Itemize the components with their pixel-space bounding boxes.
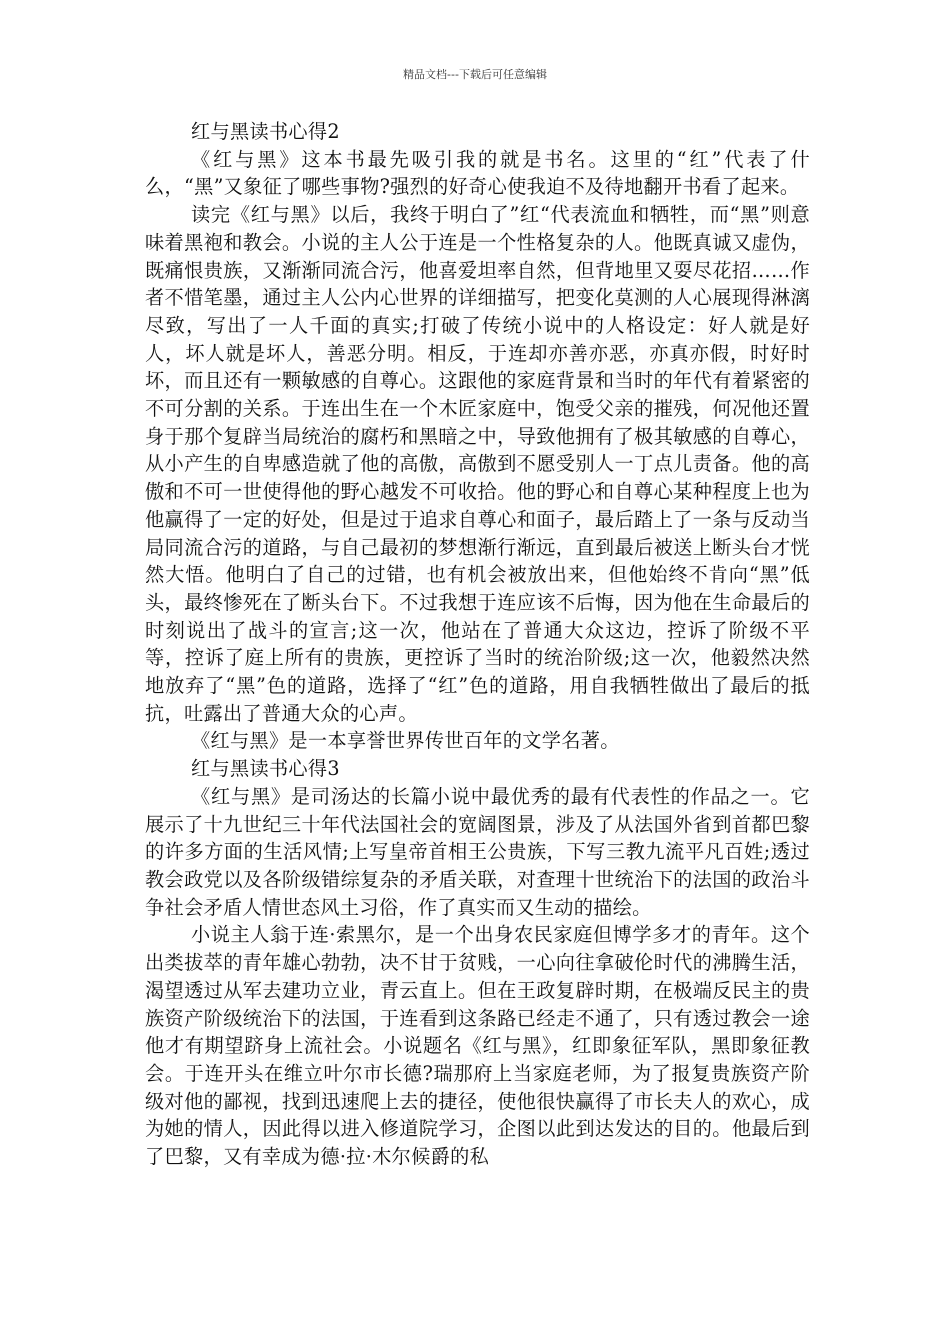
- paragraph: 《红与黑》这本书最先吸引我的就是书名。这里的“红”代表了什么，“黑”又象征了哪些事物?强烈的好奇心使我迫不及待地翻开书看了起来。: [145, 147, 810, 199]
- page-header: 精品文档---下载后可任意编辑: [403, 68, 547, 81]
- section-heading-2: 红与黑读书心得2: [191, 120, 340, 143]
- paragraph: 《红与黑》是司汤达的长篇小说中最优秀的最有代表性的作品之一。它展示了十九世纪三十年代法国社会的宽阔图景，涉及了从法国外省到首都巴黎的许多方面的生活风情;上写皇帝首相王公贵族，下写三教九流平凡百姓;透过教会政党以及各阶级错综复杂的矛盾关联，对查理十世统治下的法国的政治斗争社会矛盾人情世态风土习俗，作了真实而又生动的描绘。: [145, 784, 810, 919]
- paragraph: 读完《红与黑》以后，我终于明白了”红“代表流血和牺牲，而“黑”则意味着黑袍和教会。小说的主人公于连是一个性格复杂的人。他既真诚又虚伪，既痛恨贵族，又渐渐同流合污，他喜爱坦率自然，但背地里又耍尽花招……作者不惜笔墨，通过主人公内心世界的详细描写，把变化莫测的人心展现得淋漓尽致，写出了一人千面的真实;打破了传统小说中的人格设定：好人就是好人，坏人就是坏人，善恶分明。相反，于连却亦善亦恶，亦真亦假，时好时坏，而且还有一颗敏感的自尊心。这跟他的家庭背景和当时的年代有着紧密的不可分割的关系。于连出生在一个木匠家庭中，饱受父亲的摧残，何况他还置身于那个复辟当局统治的腐朽和黑暗之中，导致他拥有了极其敏感的自尊心，从小产生的自卑感造就了他的高傲，高傲到不愿受别人一丁点儿责备。他的高傲和不可一世使得他的野心越发不可收拾。他的野心和自尊心某种程度上也为他赢得了一定的好处，但是过于追求自尊心和面子，最后踏上了一条与反动当局同流合污的道路，与自己最初的梦想渐行渐远，直到最后被送上断头台才恍然大悟。他明白了自己的过错，也有机会被放出来，但他始终不肯向“黑”低头，最终惨死在了断头台下。不过我想于连应该不后悔，因为他在生命最后的时刻说出了战斗的宣言;这一次，他站在了普通大众这边，控诉了阶级不平等，控诉了庭上所有的贵族，更控诉了当时的统治阶级;这一次，他毅然决然地放弃了“黑”色的道路，选择了“红”色的道路，用自我牺牲做出了最后的抵抗，吐露出了普通大众的心声。: [145, 203, 810, 725]
- section-heading-3: 红与黑读书心得3: [191, 757, 340, 781]
- paragraph: 《红与黑》是一本享誉世界传世百年的文学名著。: [191, 729, 620, 753]
- document-body: [145, 118, 810, 1171]
- paragraph: 小说主人翁于连·索黑尔，是一个出身农民家庭但博学多才的青年。这个出类拔萃的青年雄心勃勃，决不甘于贫贱，一心向往拿破伦时代的沸腾生活，渴望透过从军去建功立业，青云直上。但在王政复辟时期，在极端反民主的贵族资产阶级统治下的法国，于连看到这条路已经走不通了，只有透过教会一途他才有期望跻身上流社会。小说题名《红与黑》，红即象征军队，黑即象征教会。于连开头在维立叶尔市长德?瑞那府上当家庭老师，为了报复贵族资产阶级对他的鄙视，找到迅速爬上去的捷径，使他很快赢得了市长夫人的欢心，成为她的情人，因此得以进入修道院学习，企图以此到达发达的目的。他最后到了巴黎，又有幸成为德·拉·木尔候爵的私: [145, 923, 810, 1169]
